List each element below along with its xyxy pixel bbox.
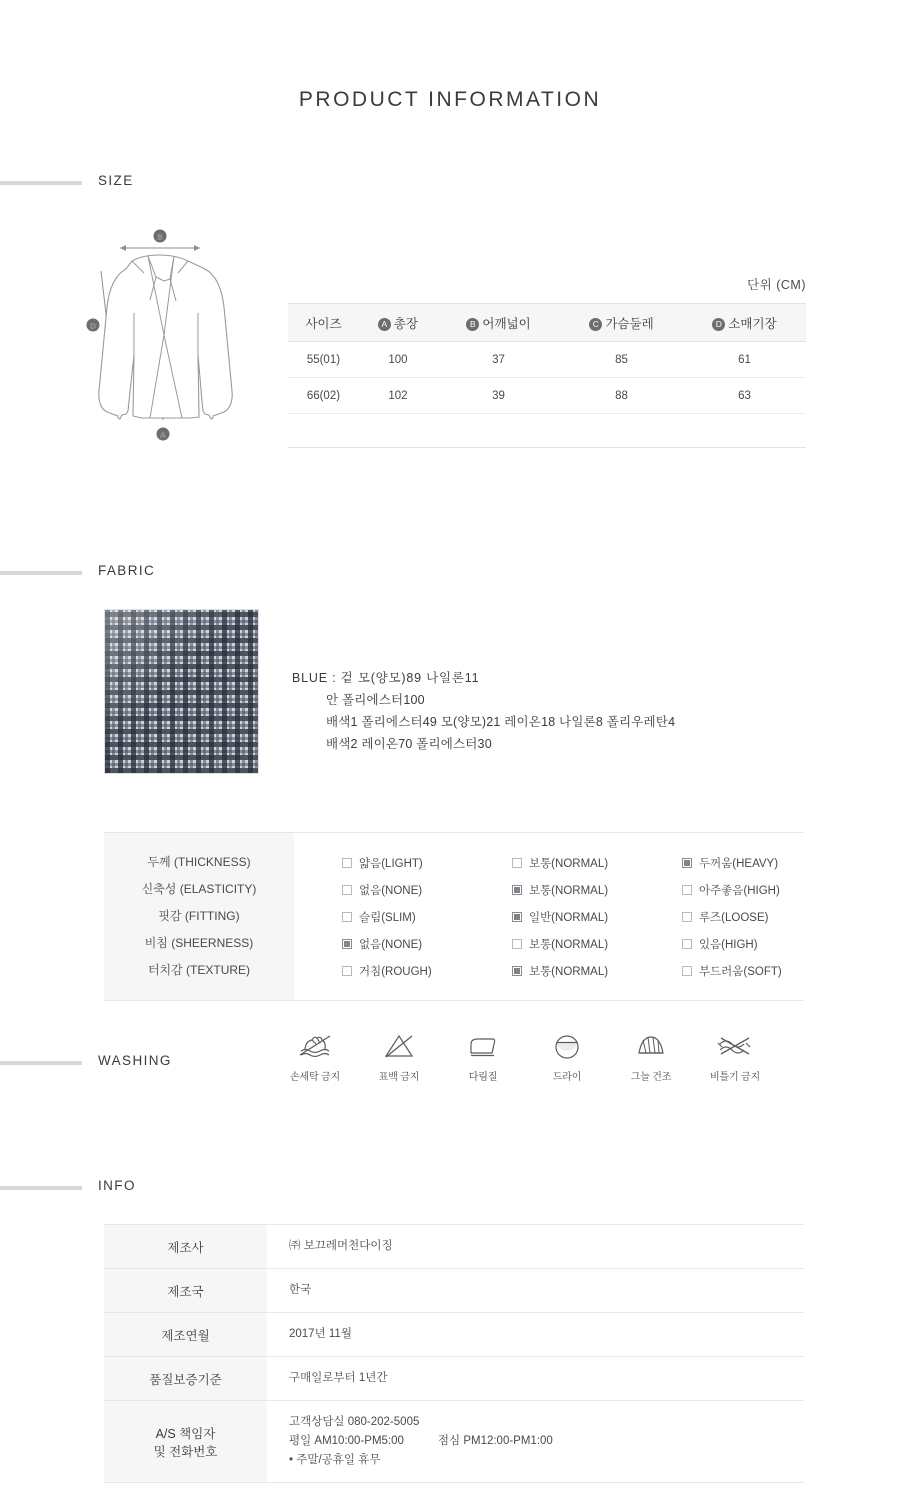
property-row-fitting [294, 903, 804, 930]
size-col-chest [560, 304, 683, 342]
size-heading [0, 173, 900, 191]
as-lunch-hours: 점심 PM12:00-PM1:00 [437, 1435, 553, 1447]
property-label-thickness: 두께 (THICKNESS) [147, 855, 251, 869]
option-label: 두꺼움(HEAVY) [698, 857, 779, 870]
size-col-sleeve-label: 소매기장 [728, 316, 777, 331]
option-label: 루즈(LOOSE) [698, 911, 769, 924]
option-label: 슬림(SLIM) [359, 911, 416, 924]
option-thickness-light[interactable] [294, 849, 464, 876]
size-cell: 102 [359, 378, 437, 414]
fabric-composition [292, 667, 675, 755]
wring-prohibited-icon [715, 1031, 755, 1061]
property-row-texture [294, 957, 804, 984]
property-label-fitting: 핏감 (FITTING) [158, 909, 240, 923]
checkbox-icon[interactable] [342, 885, 352, 895]
checkbox-icon[interactable] [342, 858, 352, 868]
option-sheerness-high[interactable] [634, 930, 804, 957]
option-fitting-loose[interactable] [634, 903, 804, 930]
fabric-composition-line: 배색1 폴리에스터49 모(양모)21 레이온18 나일론8 폴리우레탄4 [326, 715, 676, 729]
option-elasticity-normal[interactable] [464, 876, 634, 903]
wash-caption: 그늘 건조 [630, 1072, 672, 1083]
checkbox-checked-icon[interactable] [682, 858, 692, 868]
washing-heading-label: WASHING [98, 1053, 172, 1068]
hand-wash-prohibited-icon [298, 1031, 332, 1061]
shade-dry-icon [634, 1031, 668, 1061]
option-sheerness-none[interactable] [294, 930, 464, 957]
option-label: 있음(HIGH) [698, 938, 758, 951]
checkbox-checked-icon[interactable] [342, 939, 352, 949]
property-row-thickness [294, 849, 804, 876]
as-hours [289, 1432, 804, 1451]
option-fitting-slim[interactable] [294, 903, 464, 930]
option-label: 보통(NORMAL) [528, 857, 609, 870]
size-heading-label: SIZE [98, 173, 134, 188]
as-customer-center: 고객상담실 080-202-5005 [289, 1416, 420, 1428]
info-label-as-line2: 및 전화번호 [153, 1444, 218, 1459]
option-label: 보통(NORMAL) [528, 884, 609, 897]
wash-item [370, 1031, 428, 1083]
info-label-manufacturer: 제조사 [104, 1225, 267, 1269]
option-label: 보통(NORMAL) [528, 938, 609, 951]
checkbox-icon[interactable] [512, 939, 522, 949]
fabric-composition-line: BLUE : 겉 모(양모)89 나일론11 [292, 671, 480, 685]
info-value-as [267, 1401, 804, 1483]
size-col-length [359, 304, 437, 342]
dry-clean-icon [550, 1031, 584, 1061]
as-weekday-hours: 평일 AM10:00-PM5:00 [289, 1435, 404, 1447]
as-holiday-note: • 주말/공휴일 휴무 [289, 1454, 381, 1466]
size-table-header-row [288, 304, 806, 342]
fabric-property-options [294, 833, 804, 1000]
table-row [104, 1225, 804, 1269]
size-col-chest-label: 가슴둘레 [605, 316, 654, 331]
option-elasticity-none[interactable] [294, 876, 464, 903]
table-row-spacer [288, 414, 806, 448]
size-col-length-label: 총장 [393, 316, 419, 331]
size-cell: 37 [437, 342, 560, 378]
info-value-country: 한국 [267, 1269, 804, 1313]
info-value-manufacturer: ㈜ 보끄레머천다이징 [267, 1225, 804, 1269]
size-cell: 88 [560, 378, 683, 414]
size-col-size [288, 304, 359, 342]
option-label: 거침(ROUGH) [359, 965, 432, 978]
fabric-section [0, 563, 900, 978]
info-label-warranty: 품질보증기준 [104, 1357, 267, 1401]
info-table [104, 1224, 804, 1483]
wash-caption: 드라이 [552, 1072, 582, 1083]
option-elasticity-high[interactable] [634, 876, 804, 903]
fabric-swatch-image [104, 609, 259, 774]
wash-item [286, 1031, 344, 1083]
size-cell: 85 [560, 342, 683, 378]
fabric-property-table [104, 832, 804, 1001]
option-label: 일반(NORMAL) [528, 911, 609, 924]
garment-diagram [72, 215, 287, 460]
size-col-sleeve [683, 304, 806, 342]
table-row [288, 342, 806, 378]
checkbox-icon[interactable] [682, 912, 692, 922]
iron-icon [466, 1031, 500, 1061]
option-label: 보통(NORMAL) [528, 965, 609, 978]
wash-item [706, 1031, 764, 1083]
info-heading [0, 1178, 900, 1196]
checkbox-icon[interactable] [512, 858, 522, 868]
size-cell: 55(01) [288, 342, 359, 378]
table-row [104, 1357, 804, 1401]
info-value-date: 2017년 11월 [267, 1313, 804, 1357]
checkbox-checked-icon[interactable] [512, 885, 522, 895]
checkbox-checked-icon[interactable] [512, 912, 522, 922]
badge-c-icon: C [589, 318, 602, 331]
info-heading-label: INFO [98, 1178, 136, 1193]
info-label-as [104, 1401, 267, 1483]
fabric-composition-line: 배색2 레이온70 폴리에스터30 [326, 737, 492, 751]
info-label-date: 제조연월 [104, 1313, 267, 1357]
fabric-heading [0, 563, 900, 581]
size-col-size-label: 사이즈 [305, 316, 342, 331]
table-row [104, 1269, 804, 1313]
size-cell: 100 [359, 342, 437, 378]
size-unit-label: 단위 (CM) [747, 278, 806, 292]
svg-text:B: B [157, 232, 163, 242]
option-texture-rough[interactable] [294, 957, 464, 984]
info-value-warranty: 구매일로부터 1년간 [267, 1357, 804, 1401]
size-table-wrap [288, 275, 806, 448]
fabric-composition-line: 안 폴리에스터100 [326, 693, 425, 707]
wash-caption: 다림질 [468, 1072, 498, 1083]
wash-item [538, 1031, 596, 1083]
size-cell: 63 [683, 378, 806, 414]
wash-caption: 비틀기 금지 [710, 1072, 760, 1083]
size-cell: 61 [683, 342, 806, 378]
washing-icon-list [286, 1031, 764, 1083]
table-row [104, 1401, 804, 1483]
svg-text:D: D [90, 321, 96, 331]
wash-caption: 손세탁 금지 [290, 1072, 340, 1083]
property-label-elasticity: 신축성 (ELASTICITY) [141, 882, 257, 896]
svg-text:A: A [160, 430, 166, 440]
size-col-shoulder-label: 어깨넓이 [482, 316, 531, 331]
option-texture-normal[interactable] [464, 957, 634, 984]
section-rule [0, 181, 82, 185]
size-section [0, 173, 900, 505]
fabric-property-labels [104, 833, 294, 1000]
option-thickness-heavy[interactable] [634, 849, 804, 876]
size-cell: 39 [437, 378, 560, 414]
table-row [288, 378, 806, 414]
info-section [0, 1178, 900, 1466]
badge-a-icon: A [378, 318, 391, 331]
page-title: PRODUCT INFORMATION [298, 88, 602, 111]
property-label-sheerness: 비침 (SHEERNESS) [144, 936, 254, 950]
wash-item [454, 1031, 512, 1083]
checkbox-icon[interactable] [342, 966, 352, 976]
property-label-texture: 터치감 (TEXTURE) [147, 963, 251, 977]
option-label: 부드러움(SOFT) [698, 965, 782, 978]
bleach-prohibited-icon [382, 1031, 416, 1061]
option-label: 아주좋음(HIGH) [698, 884, 780, 897]
option-texture-soft[interactable] [634, 957, 804, 984]
badge-b-icon: B [466, 318, 479, 331]
option-label: 없음(NONE) [359, 884, 423, 897]
section-rule [0, 1061, 82, 1065]
option-fitting-normal[interactable] [464, 903, 634, 930]
table-row [104, 1313, 804, 1357]
washing-section [0, 1053, 900, 1083]
section-rule [0, 571, 82, 575]
wash-item [622, 1031, 680, 1083]
fabric-heading-label: FABRIC [98, 563, 156, 578]
option-thickness-normal[interactable] [464, 849, 634, 876]
checkbox-checked-icon[interactable] [512, 966, 522, 976]
checkbox-icon[interactable] [682, 939, 692, 949]
option-label: 없음(NONE) [359, 938, 423, 951]
badge-d-icon: D [712, 318, 725, 331]
wash-caption: 표백 금지 [378, 1072, 420, 1083]
size-cell-empty [288, 414, 806, 448]
info-label-country: 제조국 [104, 1269, 267, 1313]
size-col-shoulder [437, 304, 560, 342]
option-label: 얇음(LIGHT) [359, 857, 423, 870]
checkbox-icon[interactable] [682, 885, 692, 895]
checkbox-icon[interactable] [682, 966, 692, 976]
property-row-sheerness [294, 930, 804, 957]
property-row-elasticity [294, 876, 804, 903]
size-table [288, 303, 806, 448]
info-label-as-line1: A/S 책임자 [155, 1426, 216, 1441]
checkbox-icon[interactable] [342, 912, 352, 922]
fabric-sheen-overlay [105, 610, 258, 773]
size-cell: 66(02) [288, 378, 359, 414]
option-sheerness-normal[interactable] [464, 930, 634, 957]
section-rule [0, 1186, 82, 1190]
